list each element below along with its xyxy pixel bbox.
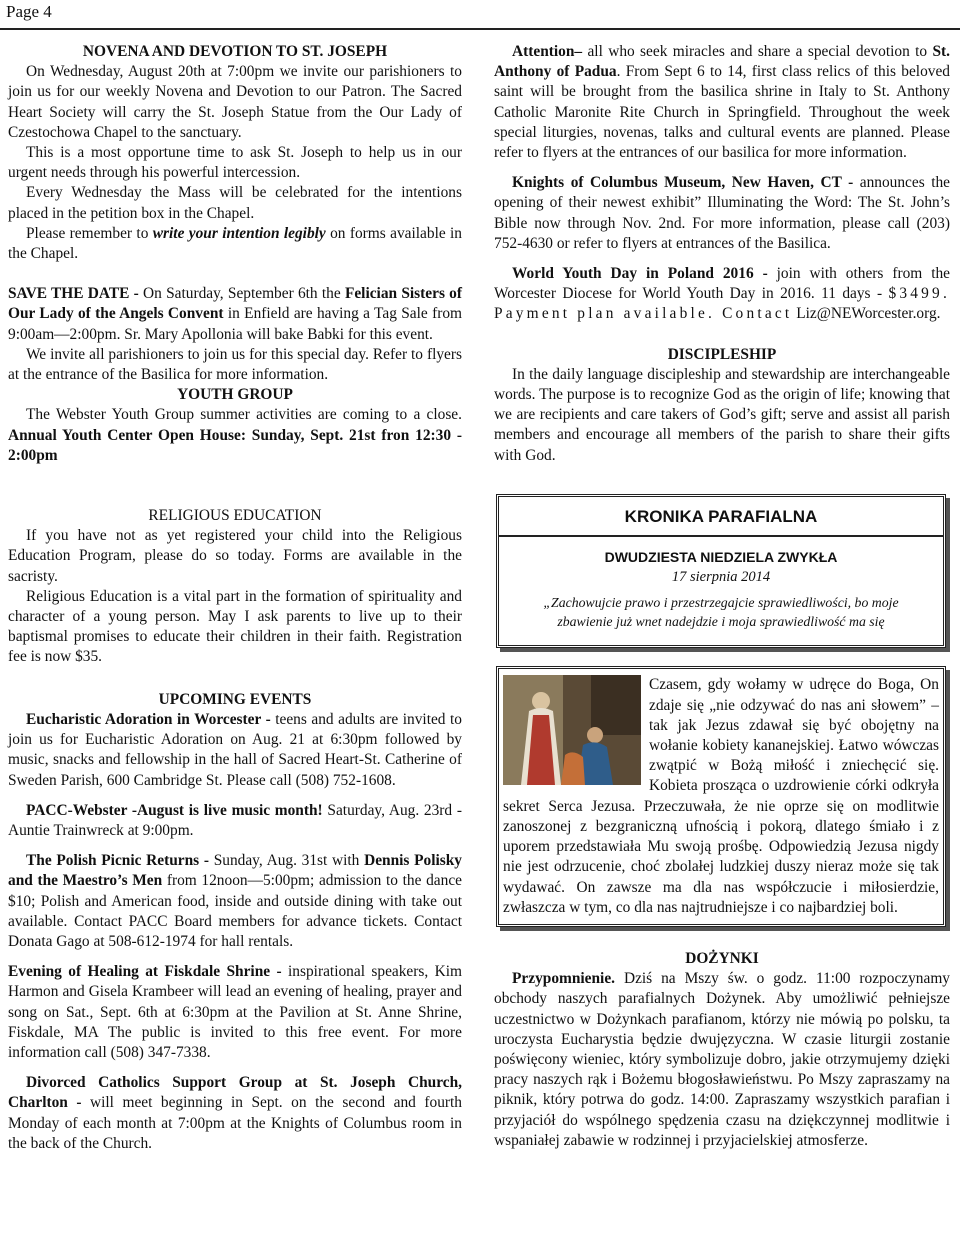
religious-painting-image [503, 675, 641, 785]
novena-title: NOVENA AND DEVOTION TO ST. JOSEPH [82, 43, 388, 60]
kronika-quote: „Zachowujcie prawo i przestrzegajcie sprawiedliwości, bo moje zbawienie już wnet nadejdzie i moja sprawiedliwość ma się [543, 595, 899, 630]
knights-paragraph: Knights of Columbus Museum, New Haven, CT - announces the opening of their newest exhibit” Illuminating the Word: The St. John’s Bible now through Nov. 2nd. For more information, please call (203) 752-4630 or refer to flyers at entrances of the Basilica. [494, 174, 951, 252]
novena-paragraph: On Wednesday, August 20th at 7:00pm we invite our parishioners to join us for our weekly Novena and Devotion to our Patron. The Sacred Heart Society will carry the St. Joseph Statue from the Our Lady of Czestochowa Chapel to the sanctuary. [8, 63, 462, 141]
reflection-text: Czasem, gdy wołamy w udręce do Boga, On zdaje się „nie odzywać do nas ani słowem” – tak jak Jezus zdawał się być obojętny na wołanie kobiety kananejskiej. Łatwo wówczas zwątpić w Bożą miłość i zniechęcić się. Kobieta prosząca o uzdrowienie córki odkryła sekret Serca Jezusa. Przeczuwała, że nie oprze się on modlitwie zanoszonej z bezgraniczną ufnością i pokorą, dlatego śmiało i z uporem przedstawiała Mu swoją prośbę. Odpowiedzią Jezusa nigdy nie jest odrzucenie, choć zbolałej ludzkiej duszy nieraz może się tak wydawać. On zawsze ma dla nas współczucie i miłosierdzie, zwłaszcza w tym, co dla nas najtrudniejsze i co najbardziej boli. [503, 676, 939, 916]
novena-paragraph: Please remember to write your intention legibly on forms available in the Chapel. [8, 224, 463, 263]
youth-title: YOUTH GROUP [177, 386, 293, 404]
dozynki-paragraph: Przypomnienie. Dziś na Mszy św. o godz. 11:00 rozpoczynamy obchody naszych parafialnych Dożynek. Aby umożliwić pełniejsze uczestnictwo w Dożynkach parafianom, którzy nie mówią po polsku, ta uroczysta Eucharystia będzie dwujęzyczna. W czasie liturgii zostanie poświęcony wieniec, który symbolizuje dobro, jakie otrzymujemy dzięki pracy naszych rąk i Bożemu błogosławieństwu. Po Mszy zapraszamy na piknik, który potrwa do godz. 14:00. Zapraszamy wszystkich parafian i przyjaciół do wspólnego spędzenia czasu na dziękczynnej modlitwie i wspaniałej zabawie w rodzinnej i przyjacielskiej atmosferze. [494, 970, 950, 1149]
religious-paragraph: Religious Education is a vital part in the formation of spirituality and character of a young person. May I ask parents to live up to their baptismal promises to educate their children in their faith. Registration fee is now $35. [8, 587, 462, 666]
kronika-box [496, 494, 946, 649]
events-title: UPCOMING EVENTS [158, 690, 312, 708]
page-header [0, 0, 960, 30]
event-item: Eucharistic Adoration in Worcester - teens and adults are invited to join us for Eucharistic Adoration on Aug. 21 at 6:30pm followed by music, snacks and fellowship in the hall of Sacred Heart-St. Catherine of Sweden Parish, 600 Cambridge St. Please call (508) 752-1608. [8, 710, 462, 789]
event-item: Evening of Healing at Fiskdale Shrine - inspirational speakers, Kim Harmon and Gisela Krambeer will lead an evening of healing, prayer and song on Sat., Sept. 6th at 6:30pm at the Pavilion at St. Anne Shrine, Fiskdale, MA The public is invited to this free event. For more information call (508) 347-7338. [8, 963, 462, 1061]
religious-title: RELIGIOUS EDUCATION [148, 507, 322, 525]
event-item: The Polish Picnic Returns - Sunday, Aug. 31st with Dennis Polisky and the Maestro’s Men from 12noon—5:00pm; admission to the dance $10; Polish and American food, inside and outside dining with take out available. Contact PACC Board members for advance tickets. Contact Donata Gago at 508-612-1974 for hall rentals. [8, 852, 463, 950]
novena-paragraph: Every Wednesday the Mass will be celebrated for the intentions placed in the petition box in the Chapel. [8, 184, 462, 222]
discipleship-title: DISCIPLESHIP [667, 345, 777, 363]
event-item: Divorced Catholics Support Group at St. Joseph Church, Charlton - will meet beginning in Sept. on the second and fourth Monday of each month at 7:00pm at the Knights of Columbus room in the back of the Church. [8, 1074, 462, 1152]
wyd-paragraph: World Youth Day in Poland 2016 - join with others from the Worcester Diocese for World Youth Day in 2016. 11 days - $3499. Payment plan available. Contact Liz@NEWorcester.org. [494, 265, 951, 323]
reflection-box [496, 666, 946, 926]
discipleship-paragraph: In the daily language discipleship and stewardship are interchangeable words. The purpose is to recognize God as the origin of life; knowing that we are recipients and care takers of God’s gift; serve and assist all parish members and encourage all members of the parish to share their gifts with God. [494, 365, 950, 464]
right-column [494, 42, 950, 1151]
attention-paragraph: Attention– all who seek miracles and share a special devotion to St. Anthony of Padua. From Sept 6 to 14, first class relics of this beloved saint will be brought from the basilica shrine in Italy to St. Anthony Catholic Maronite Rite Church in Springfield. Throughout the week special liturgies, novenas, talks and cultural events are planned. Please refer to flyers at the entrances of our basilica for more information. [494, 43, 950, 162]
page-number: Page 4 [6, 2, 52, 21]
kronika-title: KRONIKA PARAFIALNA [499, 497, 943, 537]
save-the-date-paragraph: We invite all parishioners to join us for this special day. Refer to flyers at the entrance of the Basilica for more information. [8, 345, 462, 384]
save-the-date: SAVE THE DATE - On Saturday, September 6th the Felician Sisters of Our Lady of the Angels Convent in Enfield are having a Tag Sale from 9:00am—2:00pm. Sr. Mary Apollonia will bake Babki for this event. [8, 285, 463, 343]
painting-illustration [503, 675, 641, 785]
religious-paragraph: If you have not as yet registered your child into the Religious Education Program, please do so today. Forms are available in the sacristy. [8, 527, 462, 585]
kronika-subtitle: DWUDZIESTA NIEDZIELA ZWYKŁA [604, 549, 838, 566]
kronika-date: 17 sierpnia 2014 [671, 569, 771, 586]
left-column [8, 42, 462, 1154]
youth-paragraph: The Webster Youth Group summer activities are coming to a close. Annual Youth Center Open House: Sunday, Sept. 21st fron 12:30 - 2:00pm [8, 406, 462, 464]
dozynki-title: DOŻYNKI [685, 949, 759, 967]
event-item: PACC-Webster -August is live music month! Saturday, Aug. 23rd - Auntie Trainwreck at 9:00pm. [8, 801, 462, 839]
novena-paragraph: This is a most opportune time to ask St. Joseph to help us in our urgent needs through his powerful intercession. [8, 144, 462, 182]
